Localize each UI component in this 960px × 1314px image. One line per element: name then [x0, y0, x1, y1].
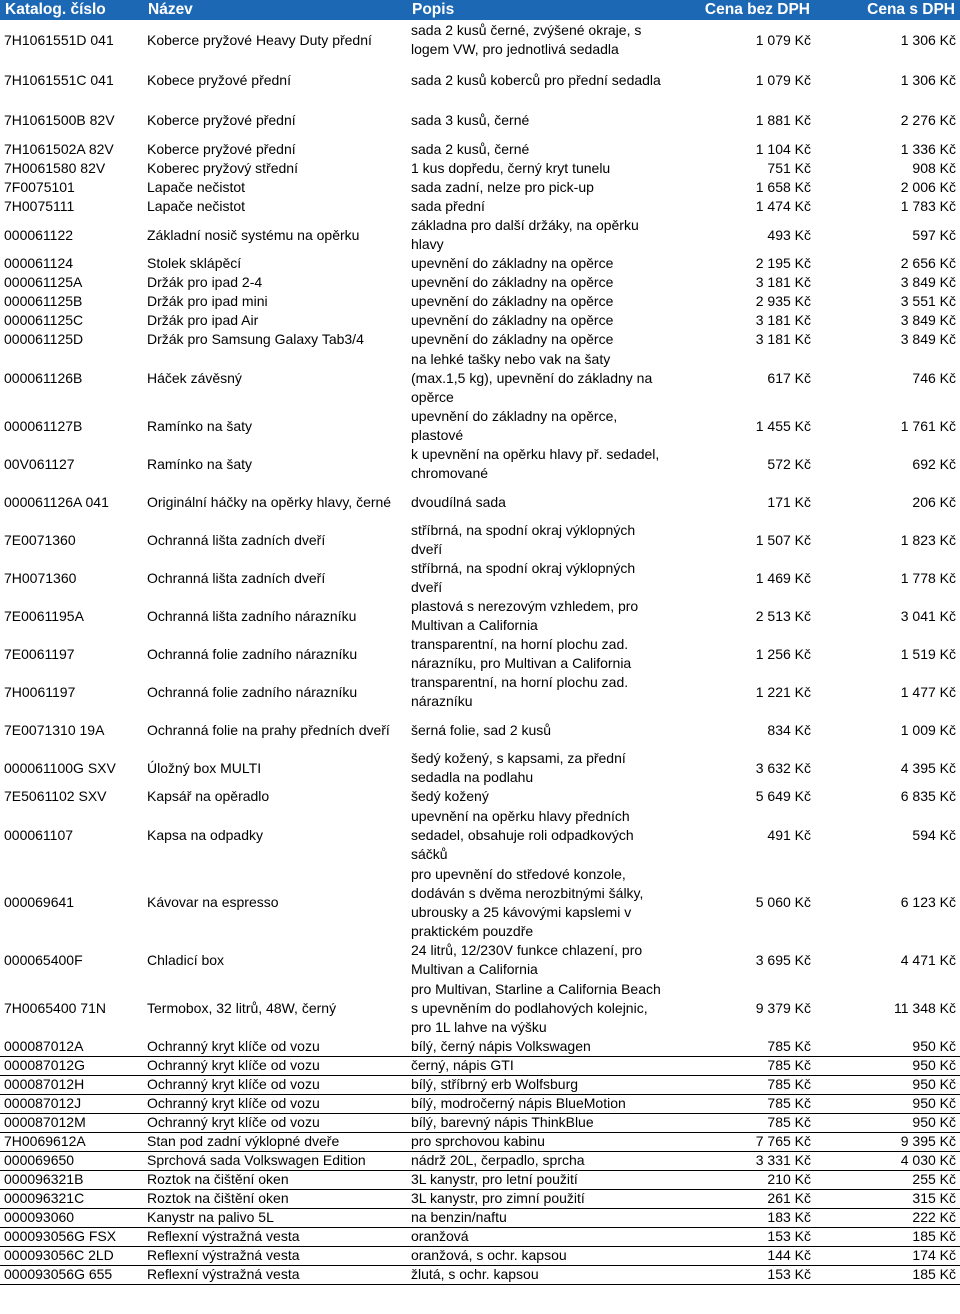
- cell-description: transparentní, na horní plochu zad. nárazníku, pro Multivan a California: [411, 636, 632, 671]
- table-row: [0, 407, 960, 445]
- table-row: [0, 749, 960, 787]
- cell-price-net: 1 469 Kč: [755, 569, 811, 586]
- table-row: [0, 597, 960, 635]
- cell-description: upevnění na opěrku hlavy předních sedadel, obsahuje roli odpadkových sáčků: [411, 807, 634, 862]
- cell-description: základna pro další držáky, na opěrku hlavy: [411, 217, 639, 252]
- cell-code: 000093056G 655: [0, 1265, 143, 1284]
- table-row: [0, 100, 960, 140]
- cell-description: upevnění do základny na opěrce: [411, 331, 614, 347]
- cell-code: 000096321C: [0, 1189, 143, 1208]
- cell-description: 24 litrů, 12/230V funkce chlazení, pro Multivan a California: [411, 942, 643, 977]
- cell-price-net: 1 079 Kč: [755, 31, 811, 48]
- cell-price-net: 2 935 Kč: [755, 293, 811, 309]
- table-row: [0, 311, 960, 330]
- cell-price-net: 785 Kč: [670, 1094, 815, 1113]
- cell-price-gross: 185 Kč: [815, 1227, 960, 1246]
- cell-description: upevnění do základny na opěrce: [411, 274, 614, 290]
- cell-code: 000061100G SXV: [4, 759, 116, 776]
- cell-name: Držák pro ipad mini: [147, 293, 268, 309]
- cell-description: 1 kus dopředu, černý kryt tunelu: [411, 160, 611, 176]
- cell-code: 000093056C 2LD: [0, 1246, 143, 1265]
- cell-price-gross: 1 778 Kč: [900, 569, 956, 586]
- cell-price-net: 1 256 Kč: [755, 645, 811, 662]
- table-row: [0, 941, 960, 979]
- cell-description: bílý, modročerný nápis BlueMotion: [407, 1094, 670, 1113]
- cell-price-gross: 174 Kč: [815, 1246, 960, 1265]
- cell-price-gross: 1 336 Kč: [900, 141, 956, 157]
- cell-description: stříbrná, na spodní okraj výklopných dveří: [411, 560, 636, 595]
- cell-description: nádrž 20L, čerpadlo, sprcha: [407, 1151, 670, 1170]
- cell-price-net: 153 Kč: [670, 1265, 815, 1284]
- table-row: [0, 1094, 960, 1113]
- cell-price-gross: 950 Kč: [815, 1056, 960, 1075]
- cell-code: 000061126A 041: [4, 493, 109, 510]
- cell-description: dvoudílná sada: [411, 493, 506, 510]
- cell-price-net: 617 Kč: [767, 369, 811, 386]
- cell-name: Háček závěsný: [147, 369, 242, 386]
- cell-price-net: 491 Kč: [767, 826, 811, 843]
- table-row: [0, 1170, 960, 1189]
- cell-price-gross: 908 Kč: [912, 160, 956, 176]
- cell-price-gross: 2 006 Kč: [900, 179, 956, 195]
- cell-price-gross: 9 395 Kč: [815, 1132, 960, 1151]
- cell-name: Úložný box MULTI: [147, 759, 262, 776]
- cell-price-net: 5 060 Kč: [755, 894, 811, 910]
- table-row: [0, 159, 960, 178]
- cell-code: 000087012M: [0, 1113, 143, 1132]
- cell-price-net: 3 181 Kč: [755, 331, 811, 347]
- cell-code: 000061107: [4, 826, 74, 843]
- cell-description: sada 2 kusů, černé: [411, 141, 530, 157]
- cell-price-net: 2 513 Kč: [755, 607, 811, 624]
- cell-code: 000069641: [4, 894, 75, 910]
- table-row: [0, 1208, 960, 1227]
- table-row: [0, 216, 960, 254]
- cell-name: Reflexní výstražná vesta: [143, 1246, 407, 1265]
- cell-code: 7H1061500B 82V: [4, 111, 115, 128]
- cell-name: Roztok na čištění oken: [143, 1170, 407, 1189]
- table-row: [0, 140, 960, 159]
- table-row: [0, 254, 960, 273]
- cell-code: 7H0065400 71N: [4, 999, 106, 1016]
- table-row: [0, 711, 960, 749]
- cell-price-net: 153 Kč: [670, 1227, 815, 1246]
- cell-price-gross: 1 783 Kč: [900, 198, 956, 214]
- cell-name: Originální háčky na opěrky hlavy, černé: [147, 493, 392, 510]
- cell-code: 7H1061551C 041: [4, 71, 114, 88]
- table-row: [0, 1037, 960, 1056]
- cell-price-gross: 222 Kč: [815, 1208, 960, 1227]
- cell-name: Držák pro Samsung Galaxy Tab3/4: [147, 331, 364, 347]
- cell-description: sada 3 kusů, černé: [411, 111, 530, 128]
- cell-price-gross: 6 835 Kč: [900, 788, 956, 804]
- cell-name: Koberce pryžové přední: [147, 141, 296, 157]
- cell-name: Ochranný kryt klíče od vozu: [143, 1037, 407, 1056]
- cell-code: 000061127B: [4, 417, 83, 434]
- cell-price-gross: 4 471 Kč: [900, 951, 956, 968]
- cell-code: 7F0075101: [4, 179, 75, 195]
- cell-price-gross: 3 849 Kč: [900, 312, 956, 328]
- table-row: [0, 673, 960, 711]
- table-row: [0, 349, 960, 407]
- cell-description: stříbrná, na spodní okraj výklopných dveří: [411, 522, 636, 557]
- cell-price-gross: 950 Kč: [815, 1037, 960, 1056]
- cell-code: 7H1061502A 82V: [4, 141, 114, 157]
- cell-description: oranžová: [407, 1227, 670, 1246]
- cell-price-net: 785 Kč: [670, 1075, 815, 1094]
- cell-price-net: 171 Kč: [767, 493, 811, 510]
- cell-description: sada zadní, nelze pro pick-up: [411, 179, 594, 195]
- cell-name: Ramínko na šaty: [147, 417, 253, 434]
- cell-price-net: 3 632 Kč: [755, 759, 811, 776]
- cell-name: Ochranná lišta zadních dveří: [147, 531, 326, 548]
- cell-price-gross: 597 Kč: [912, 226, 956, 243]
- cell-code: 7E0061195A: [4, 607, 84, 624]
- cell-price-net: 3 181 Kč: [755, 312, 811, 328]
- cell-description: bílý, černý nápis Volkswagen: [407, 1037, 670, 1056]
- cell-name: Roztok na čištění oken: [143, 1189, 407, 1208]
- cell-name: Ochranná lišta zadního nárazníku: [147, 607, 357, 624]
- cell-code: 7H1061551D 041: [4, 31, 114, 48]
- cell-description: žlutá, s ochr. kapsou: [407, 1265, 670, 1284]
- cell-description: plastová s nerezovým vzhledem, pro Multivan a California: [411, 598, 639, 633]
- cell-name: Sprchová sada Volkswagen Edition: [143, 1151, 407, 1170]
- cell-name: Lapače nečistot: [147, 179, 246, 195]
- cell-code: 000087012A: [0, 1037, 143, 1056]
- cell-code: 7H0069612A: [0, 1132, 143, 1151]
- table-row: [0, 864, 960, 941]
- header-description: Popis: [407, 0, 670, 20]
- cell-name: Kapsář na opěradlo: [147, 788, 270, 804]
- cell-description: 3L kanystr, pro letní použití: [407, 1170, 670, 1189]
- cell-price-gross: 4 395 Kč: [900, 759, 956, 776]
- cell-price-gross: 1 823 Kč: [900, 531, 956, 548]
- cell-price-net: 751 Kč: [767, 160, 811, 176]
- cell-description: upevnění do základny na opěrce: [411, 312, 614, 328]
- cell-name: Kávovar na espresso: [147, 894, 279, 910]
- cell-price-gross: 11 348 Kč: [893, 999, 956, 1016]
- cell-price-gross: 1 761 Kč: [900, 417, 956, 434]
- cell-description: černý, nápis GTI: [407, 1056, 670, 1075]
- cell-name: Koberec pryžový střední: [147, 160, 298, 176]
- cell-price-net: 183 Kč: [670, 1208, 815, 1227]
- cell-description: bílý, stříbrný erb Wolfsburg: [407, 1075, 670, 1094]
- cell-description: šedý kožený: [411, 788, 489, 804]
- table-row: [0, 521, 960, 559]
- cell-code: 000065400F: [4, 951, 83, 968]
- table-row: [0, 1151, 960, 1170]
- cell-name: Koberce pryžové přední: [147, 111, 296, 128]
- cell-price-gross: 594 Kč: [912, 826, 956, 843]
- cell-price-net: 1 079 Kč: [755, 71, 811, 88]
- cell-price-net: 1 881 Kč: [755, 111, 811, 128]
- cell-name: Stolek sklápěcí: [147, 255, 242, 271]
- table-row: [0, 20, 960, 60]
- cell-description: na lehké tašky nebo vak na šaty (max.1,5 kg), upevnění do základny na opěrce: [411, 350, 653, 405]
- cell-name: Kanystr na palivo 5L: [143, 1208, 407, 1227]
- cell-name: Kapsa na odpadky: [147, 826, 263, 843]
- cell-name: Držák pro ipad Air: [147, 312, 259, 328]
- cell-price-gross: 1 306 Kč: [900, 31, 956, 48]
- cell-name: Ramínko na šaty: [147, 455, 253, 472]
- table-row: [0, 635, 960, 673]
- table-row: [0, 273, 960, 292]
- cell-price-gross: 4 030 Kč: [815, 1151, 960, 1170]
- cell-code: 000061122: [4, 226, 74, 243]
- cell-price-net: 144 Kč: [670, 1246, 815, 1265]
- cell-name: Ochranný kryt klíče od vozu: [143, 1094, 407, 1113]
- cell-code: 7H0061197: [4, 683, 76, 700]
- cell-price-net: 3 331 Kč: [670, 1151, 815, 1170]
- cell-price-gross: 315 Kč: [815, 1189, 960, 1208]
- cell-code: 000061125C: [4, 312, 84, 328]
- cell-description: pro Multivan, Starline a California Beach s upevněním do podlahových kolejnic, pro 1L lahve na výšku: [411, 980, 661, 1035]
- cell-price-gross: 1 477 Kč: [900, 683, 956, 700]
- cell-price-net: 3 181 Kč: [755, 274, 811, 290]
- cell-code: 000061126B: [4, 369, 83, 386]
- cell-price-net: 261 Kč: [670, 1189, 815, 1208]
- table-row: [0, 1227, 960, 1246]
- table-row: [0, 1056, 960, 1075]
- cell-name: Stan pod zadní výklopné dveře: [143, 1132, 407, 1151]
- cell-description: transparentní, na horní plochu zad. nárazníku: [411, 674, 629, 709]
- cell-price-gross: 1 519 Kč: [900, 645, 956, 662]
- cell-description: šedý kožený, s kapsami, za přední sedadla na podlahu: [411, 750, 626, 785]
- cell-price-gross: 3 551 Kč: [900, 293, 956, 309]
- table-row: [0, 1265, 960, 1284]
- table-row: [0, 787, 960, 806]
- cell-code: 00V061127: [4, 455, 75, 472]
- cell-description: pro upevnění do středové konzole, dodáván s dvěma nerozbitnými šálky, ubrousky a 25 kávovými kapslemi v praktickém pouzdře: [411, 865, 644, 939]
- cell-price-net: 1 455 Kč: [755, 417, 811, 434]
- cell-code: 7H0075111: [4, 198, 75, 214]
- table-row: [0, 559, 960, 597]
- cell-price-net: 834 Kč: [767, 721, 811, 738]
- cell-description: oranžová, s ochr. kapsou: [407, 1246, 670, 1265]
- cell-price-net: 493 Kč: [767, 226, 811, 243]
- table-row: [0, 483, 960, 521]
- cell-name: Ochranná lišta zadních dveří: [147, 569, 326, 586]
- table-row: [0, 806, 960, 864]
- cell-price-gross: 6 123 Kč: [900, 894, 956, 910]
- table-row: [0, 1246, 960, 1265]
- cell-price-net: 3 695 Kč: [755, 951, 811, 968]
- cell-code: 000087012G: [0, 1056, 143, 1075]
- cell-price-net: 1 507 Kč: [755, 531, 811, 548]
- table-row: [0, 445, 960, 483]
- cell-price-gross: 2 656 Kč: [900, 255, 956, 271]
- cell-price-net: 1 658 Kč: [755, 179, 811, 195]
- cell-description: k upevnění na opěrku hlavy př. sedadel, chromované: [411, 446, 660, 481]
- cell-code: 7H0061580 82V: [4, 160, 106, 176]
- cell-name: Reflexní výstražná vesta: [143, 1227, 407, 1246]
- table-row: [0, 197, 960, 216]
- header-price-net: Cena bez DPH: [670, 0, 815, 20]
- cell-price-gross: 1 009 Kč: [900, 721, 956, 738]
- cell-name: Držák pro ipad 2-4: [147, 274, 263, 290]
- cell-description: bílý, barevný nápis ThinkBlue: [407, 1113, 670, 1132]
- cell-name: Kobece pryžové přední: [147, 71, 291, 88]
- cell-code: 000061124: [4, 255, 74, 271]
- cell-price-gross: 746 Kč: [912, 369, 956, 386]
- cell-price-gross: 1 306 Kč: [900, 71, 956, 88]
- cell-price-net: 785 Kč: [670, 1056, 815, 1075]
- cell-price-net: 1 221 Kč: [755, 683, 811, 700]
- cell-name: Reflexní výstražná vesta: [143, 1265, 407, 1284]
- cell-description: upevnění do základny na opěrce, plastové: [411, 408, 618, 443]
- cell-price-net: 2 195 Kč: [755, 255, 811, 271]
- cell-description: sada 2 kusů koberců pro přední sedadla: [411, 71, 661, 88]
- header-name: Název: [143, 0, 407, 20]
- cell-code: 000069650: [0, 1151, 143, 1170]
- table-row: [0, 1113, 960, 1132]
- cell-description: upevnění do základny na opěrce: [411, 293, 614, 309]
- cell-price-gross: 950 Kč: [815, 1094, 960, 1113]
- cell-name: Lapače nečistot: [147, 198, 246, 214]
- cell-code: 7E0071310 19A: [4, 721, 105, 738]
- cell-name: Termobox, 32 litrů, 48W, černý: [147, 999, 337, 1016]
- table-row: [0, 1075, 960, 1094]
- cell-price-gross: 950 Kč: [815, 1075, 960, 1094]
- cell-description: pro sprchovou kabinu: [407, 1132, 670, 1151]
- table-header-row: [0, 0, 960, 20]
- table-row: [0, 60, 960, 100]
- cell-price-gross: 950 Kč: [815, 1113, 960, 1132]
- cell-description: sada přední: [411, 198, 485, 214]
- cell-price-gross: 3 849 Kč: [900, 274, 956, 290]
- cell-price-gross: 206 Kč: [912, 493, 956, 510]
- cell-price-net: 9 379 Kč: [755, 999, 811, 1016]
- cell-price-net: 572 Kč: [767, 455, 811, 472]
- header-price-gross: Cena s DPH: [815, 0, 960, 20]
- cell-code: 7H0071360: [4, 569, 77, 586]
- cell-price-gross: 692 Kč: [912, 455, 956, 472]
- table-row: [0, 330, 960, 349]
- table-row: [0, 979, 960, 1037]
- cell-price-gross: 3 041 Kč: [900, 607, 956, 624]
- cell-code: 7E0071360: [4, 531, 76, 548]
- cell-description: na benzin/naftu: [407, 1208, 670, 1227]
- cell-name: Ochranný kryt klíče od vozu: [143, 1056, 407, 1075]
- table-row: [0, 1189, 960, 1208]
- cell-code: 000093060: [0, 1208, 143, 1227]
- table-row: [0, 292, 960, 311]
- cell-price-net: 1 474 Kč: [755, 198, 811, 214]
- cell-price-net: 1 104 Kč: [755, 141, 811, 157]
- cell-price-net: 5 649 Kč: [755, 788, 811, 804]
- cell-name: Základní nosič systému na opěrku: [147, 226, 360, 243]
- cell-code: 000087012H: [0, 1075, 143, 1094]
- cell-code: 000096321B: [0, 1170, 143, 1189]
- cell-code: 000061125A: [4, 274, 83, 290]
- cell-code: 000093056G FSX: [0, 1227, 143, 1246]
- cell-name: Ochranná folie na prahy předních dveří: [147, 721, 390, 738]
- header-code: Katalog. číslo: [0, 0, 143, 20]
- table-row: [0, 178, 960, 197]
- cell-description: 3L kanystr, pro zimní použití: [407, 1189, 670, 1208]
- cell-code: 7E5061102 SXV: [4, 788, 107, 804]
- cell-name: Ochranná folie zadního nárazníku: [147, 683, 358, 700]
- cell-name: Koberce pryžové Heavy Duty přední: [147, 31, 372, 48]
- cell-name: Ochranná folie zadního nárazníku: [147, 645, 358, 662]
- cell-price-net: 785 Kč: [670, 1113, 815, 1132]
- cell-price-net: 785 Kč: [670, 1037, 815, 1056]
- cell-price-net: 7 765 Kč: [670, 1132, 815, 1151]
- cell-name: Ochranný kryt klíče od vozu: [143, 1075, 407, 1094]
- cell-code: 000061125D: [4, 331, 84, 347]
- cell-description: šerná folie, sad 2 kusů: [411, 721, 552, 738]
- cell-name: Chladicí box: [147, 951, 225, 968]
- cell-price-gross: 2 276 Kč: [900, 111, 956, 128]
- cell-price-gross: 3 849 Kč: [900, 331, 956, 347]
- cell-price-gross: 185 Kč: [815, 1265, 960, 1284]
- cell-code: 000061125B: [4, 293, 83, 309]
- cell-name: Ochranný kryt klíče od vozu: [143, 1113, 407, 1132]
- cell-description: sada 2 kusů černé, zvýšené okraje, s logem VW, pro jednotlivá sedadla: [411, 22, 642, 57]
- cell-price-net: 210 Kč: [670, 1170, 815, 1189]
- cell-description: upevnění do základny na opěrce: [411, 255, 614, 271]
- table-row: [0, 1132, 960, 1151]
- cell-code: 000087012J: [0, 1094, 143, 1113]
- cell-code: 7E0061197: [4, 645, 75, 662]
- cell-price-gross: 255 Kč: [815, 1170, 960, 1189]
